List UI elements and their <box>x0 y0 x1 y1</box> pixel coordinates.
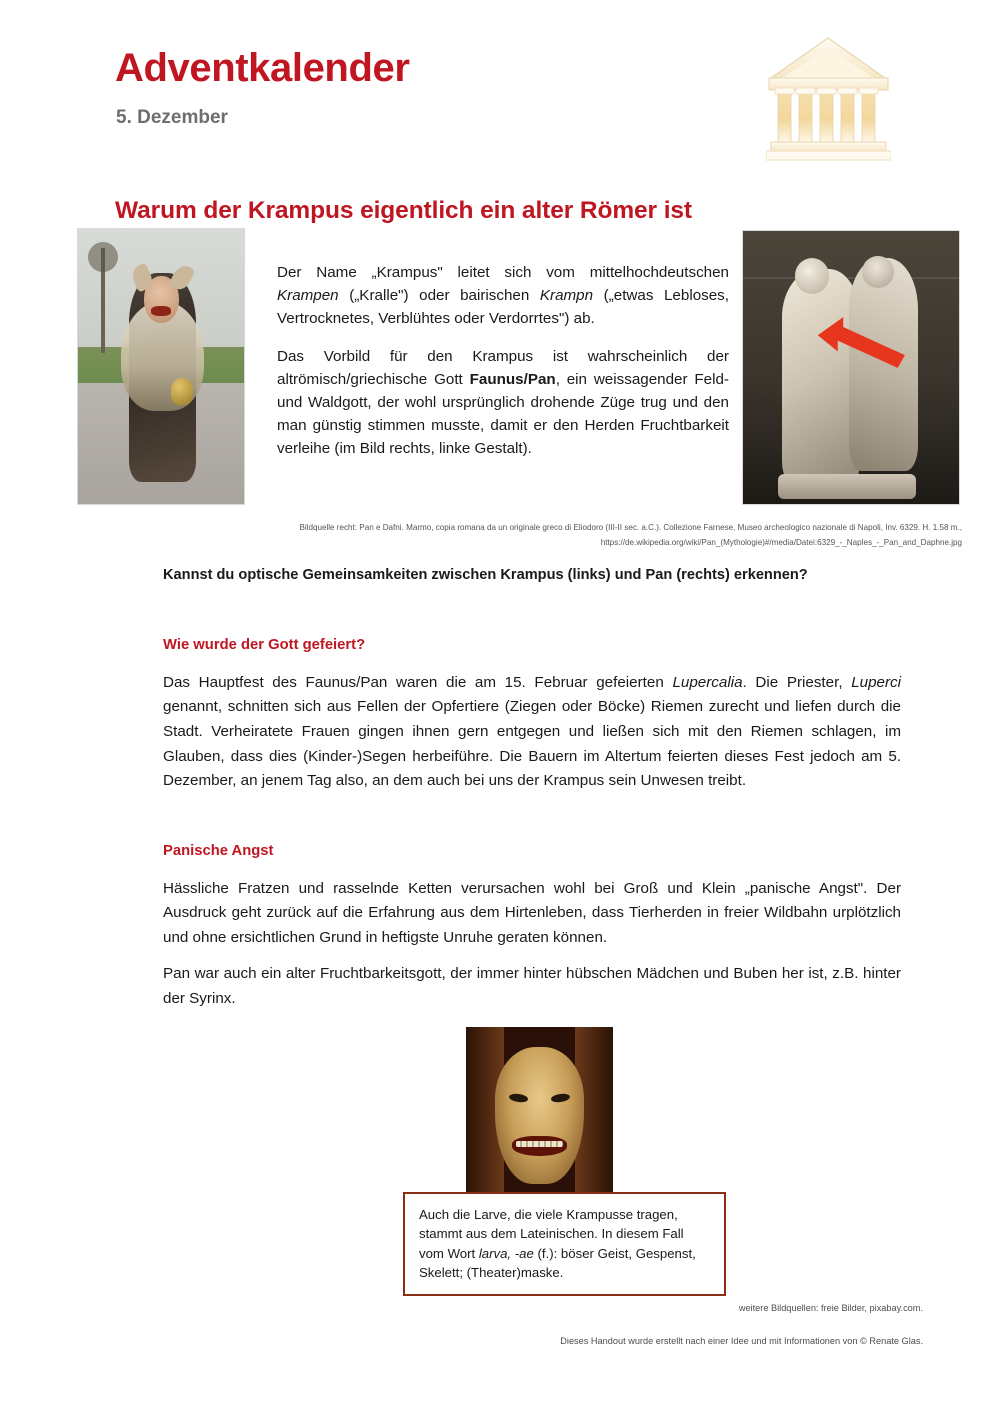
source-caption-line-1: Bildquelle recht: Pan e Dafni. Marmo, copia romana da un originale greco di Eliodoro (III-II sec. a.C.). Collezione Farnese, Museo archeologico nazionale di Napoli, Inv. 6329. H. 1.58 m., <box>299 523 962 532</box>
intro-paragraph-2 <box>277 346 729 460</box>
intro-p2-text-1: Das Vorbild für den Krampus ist wahrscheinlich der altrömisch/griechische Gott <box>277 348 729 389</box>
section-heading-panische-angst: Panische Angst <box>163 843 274 859</box>
section-paragraph-lupercalia <box>163 671 901 794</box>
pan-statue-photo <box>742 230 960 505</box>
section-syrinx <box>163 962 901 1011</box>
intro-p1-italic-2: Krampn <box>539 286 594 304</box>
mask-teeth <box>516 1141 563 1148</box>
intro-paragraph-1 <box>277 262 729 330</box>
intro-p1-italic-1: Krampen <box>277 286 339 304</box>
footer-image-sources: weitere Bildquellen: freie Bilder, pixabay.com. <box>738 1303 923 1313</box>
krampus-photo <box>77 228 245 505</box>
intro-p2-bold: Faunus/Pan <box>469 371 556 389</box>
page-title: Warum der Krampus eigentlich ein alter Römer ist <box>115 197 692 225</box>
image-source-caption <box>190 521 962 551</box>
mask-face <box>495 1047 583 1184</box>
callout-italic: larva, -ae <box>478 1245 534 1261</box>
intro-p2-text-2: , ein weissagender Feld- und Waldgott, der wohl ursprünglich drohende Züge trug und den man günstig stimmen musste, damit er den Herden Fruchtbarkeit verleihe (im Bild rechts, linke Gestalt). <box>277 371 729 457</box>
section-panische-angst <box>163 843 901 951</box>
statue-wall-line <box>743 277 959 279</box>
red-arrow-annotation-icon <box>816 307 907 378</box>
lup-italic-2: Luperci <box>851 673 901 691</box>
lup-italic-1: Lupercalia <box>672 673 743 691</box>
krampus-mouth <box>151 306 171 316</box>
section-wie-wurde-der-gott-gefeiert <box>163 637 901 794</box>
section-paragraph-syrinx: Pan war auch ein alter Fruchtbarkeitsgott, der immer hinter hübschen Mädchen und Buben her ist, z.B. hinter der Syrinx. <box>163 965 901 1007</box>
brand-subtitle: 5. Dezember <box>116 107 228 128</box>
section-heading-gefeiert: Wie wurde der Gott gefeiert? <box>163 637 366 653</box>
krampus-bell <box>171 378 193 406</box>
page-footer <box>163 1302 923 1348</box>
page-header <box>0 0 1006 175</box>
section-paragraph-panische-angst: Hässliche Fratzen und rasselnde Ketten verursachen wohl bei Groß und Klein „panische Angst". Der Ausdruck geht zurück auf die Erfahrung aus dem Hirtenleben, dass Tierherden in freier Wildbahn urplötzlich und ohne ersichtlichen Grund in heftigste Unruhe geraten können. <box>163 879 901 946</box>
callout-paragraph <box>419 1205 710 1282</box>
footer-credit: Dieses Handout wurde erstellt nach einer Idee und mit Informationen von © Renate Glas. <box>560 1335 923 1346</box>
comparison-question: Kannst du optische Gemeinsamkeiten zwischen Krampus (links) und Pan (rechts) erkennen? <box>163 567 808 583</box>
lup-text-1: Das Hauptfest des Faunus/Pan waren die am 15. Februar gefeierten <box>163 673 673 691</box>
statue-pan-figure <box>782 269 860 487</box>
source-caption-line-2: https://de.wikipedia.org/wiki/Pan_(Mythologie)#/media/Datei:6329_-_Naples_-_Pan_and_Daphne.jpg <box>600 537 962 547</box>
photo-tree <box>101 248 105 353</box>
lup-text-2: . Die Priester, <box>742 673 852 691</box>
intro-p1-text-2: („Kralle") oder bairischen <box>338 286 540 304</box>
intro-p1-text-1: Der Name „Krampus" leitet sich vom mittelhochdeutschen <box>277 264 729 281</box>
intro-text-column <box>277 262 729 460</box>
krampus-mask-photo <box>466 1027 613 1194</box>
larva-callout-box <box>403 1192 726 1296</box>
callout-text-2: (f.): böser Geist, Gespenst, Skelett; (Theater)maske. <box>419 1245 696 1280</box>
roman-temple-icon <box>766 26 891 166</box>
brand-title: Adventkalender <box>115 46 410 90</box>
statue-base <box>778 474 916 499</box>
callout-text-1: Auch die Larve, die viele Krampusse tragen, stammt aus dem Lateinischen. In diesem Fall vom Wort <box>419 1207 684 1261</box>
statue-pan-head <box>795 258 830 293</box>
intro-p1-text-3: („etwas Lebloses, Vertrocknetes, Verblühtes oder Verdorrtes") ab. <box>277 286 729 327</box>
lup-text-3: genannt, schnitten sich aus Fellen der Opfertiere (Ziegen oder Böcke) Riemen zurecht und liefen durch die Stadt. Verheiratete Frauen gingen ihnen gern entgegen und ließen sich mit den Riemen schlagen, im Glauben, dass dies (Kinder-)Segen herbeiführe. Die Bauern im Altertum feierten dieses Fest jedoch am 5. Dezember, an jenem Tag also, an dem auch bei uns der Krampus sein Unwesen treibt. <box>163 698 901 790</box>
